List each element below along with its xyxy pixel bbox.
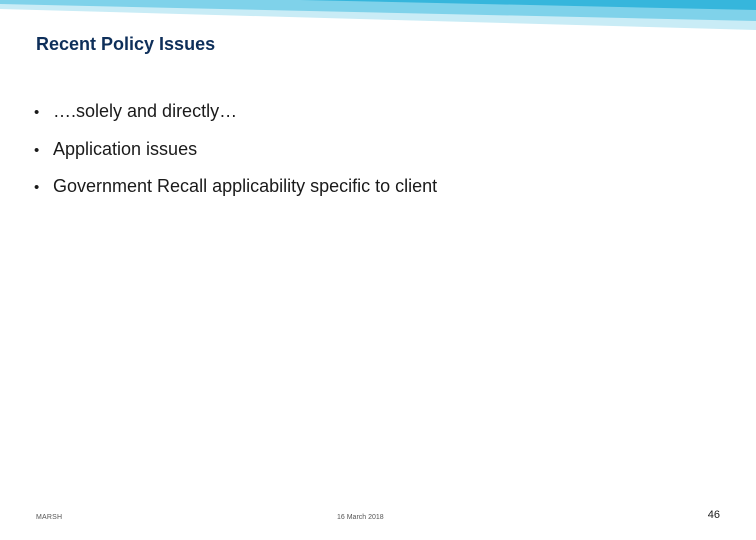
bullet-text: ….solely and directly… (53, 101, 238, 121)
bullet-item (34, 176, 437, 214)
bullet-item (34, 101, 437, 139)
bullet-item (34, 139, 437, 177)
page-number: 46 (707, 509, 720, 521)
slide-title: Recent Policy Issues (36, 34, 216, 54)
footer-date: 16 March 2018 (337, 514, 384, 521)
bullet-marker: • (34, 179, 40, 196)
bullet-text: Application issues (53, 138, 198, 159)
bullet-list (34, 101, 437, 214)
bullet-text: Government Recall applicability specific to client (53, 176, 438, 196)
bullet-marker: • (34, 104, 40, 121)
footer-brand: MARSH (36, 514, 63, 521)
bullet-marker: • (34, 141, 40, 159)
